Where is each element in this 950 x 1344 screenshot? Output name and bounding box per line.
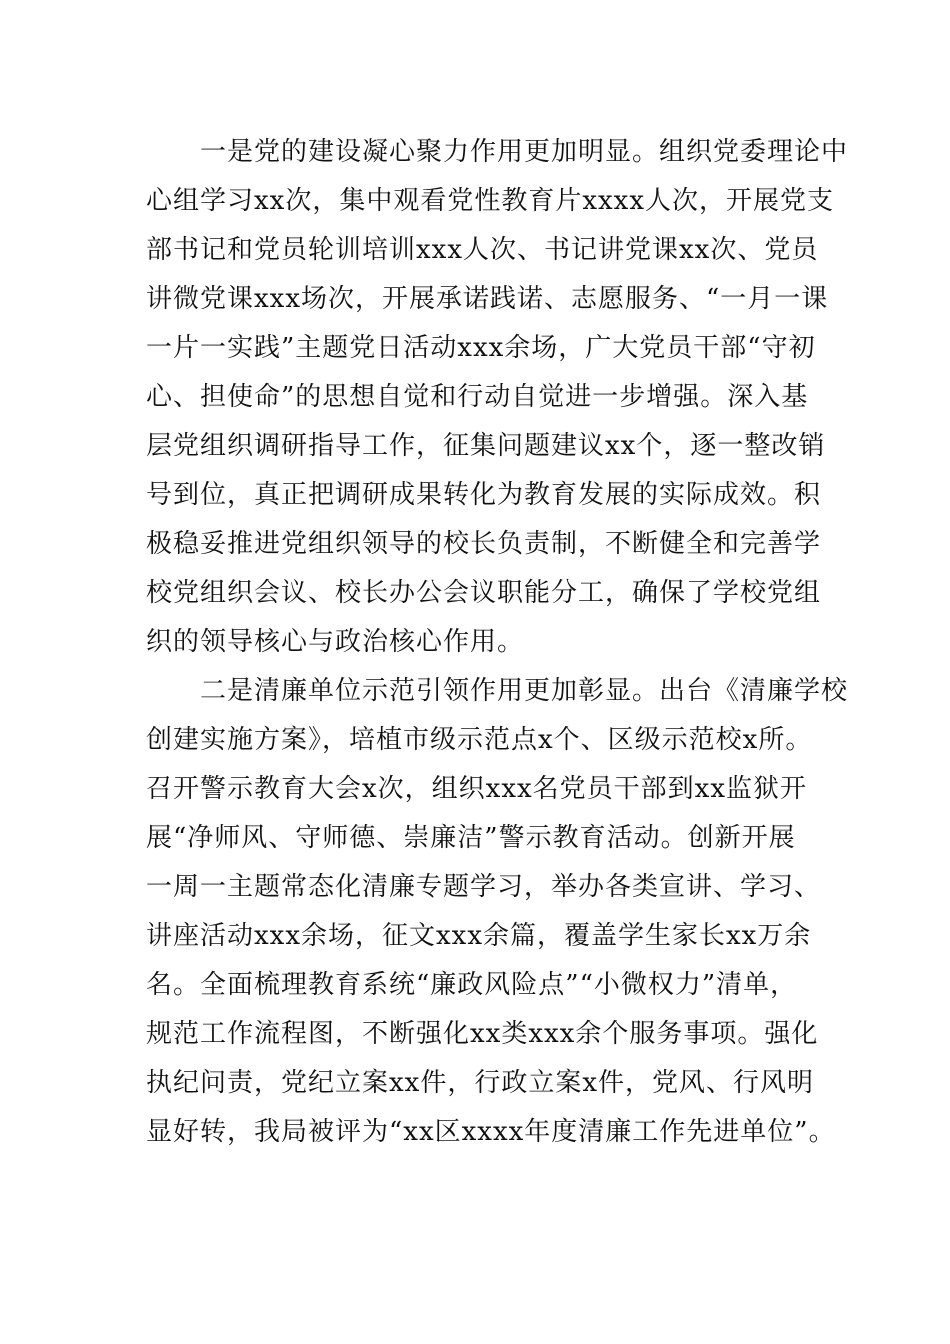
text-line: 一片一实践”主题党日活动xxx余场，广大党员干部“守初 — [146, 333, 816, 363]
text-line: 创建实施方案》，培植市级示范点x个、区级示范校x所。 — [146, 725, 813, 755]
paragraph-2 — [146, 667, 849, 1157]
text-line: 讲微党课xxx场次，开展承诺践诺、志愿服务、“一月一课 — [146, 284, 829, 314]
text-line: 号到位，真正把调研成果转化为教育发展的实际成效。积 — [146, 480, 822, 510]
text-line: 心组学习xx次，集中观看党性教育片xxxx人次，开展党支 — [146, 186, 834, 216]
text-line: 讲座活动xxx余场，征文xxx余篇，覆盖学生家长xx万余 — [146, 921, 812, 951]
text-line: 展“净师风、守师德、崇廉洁”警示教育活动。创新开展 — [146, 823, 796, 853]
text-line: 规范工作流程图，不断强化xx类xxx余个服务事项。强化 — [146, 1019, 819, 1049]
text-line: 一周一主题常态化清廉专题学习，举办各类宣讲、学习、 — [146, 872, 822, 902]
text-line: 校党组织会议、校长办公会议职能分工，确保了学校党组 — [146, 578, 822, 608]
text-line: 层党组织调研指导工作，征集问题建议xx个，逐一整改销 — [146, 431, 826, 461]
text-line: 一是党的建设凝心聚力作用更加明显。组织党委理论中 — [146, 137, 849, 167]
text-line: 二是清廉单位示范引领作用更加彰显。出台《清廉学校 — [146, 676, 849, 706]
text-line: 执纪问责，党纪立案xx件，行政立案x件，党风、行风明 — [146, 1068, 814, 1098]
text-line: 部书记和党员轮训培训xxx人次、书记讲党课xx次、党员 — [146, 235, 819, 265]
body-text — [146, 128, 849, 1157]
text-line: 召开警示教育大会x次，组织xxx名党员干部到xx监狱开 — [146, 774, 807, 804]
text-line: 织的领导核心与政治核心作用。 — [146, 627, 525, 657]
text-line: 显好转，我局被评为“xx区xxxx年度清廉工作先进单位”。 — [146, 1117, 836, 1147]
text-line: 极稳妥推进党组织领导的校长负责制，不断健全和完善学 — [146, 529, 822, 559]
text-line: 心、担使命”的思想自觉和行动自觉进一步增强。深入基 — [146, 382, 809, 412]
paragraph-1 — [146, 128, 849, 667]
text-line: 名。全面梳理教育系统“廉政风险点”“小微权力”清单， — [146, 970, 798, 1000]
